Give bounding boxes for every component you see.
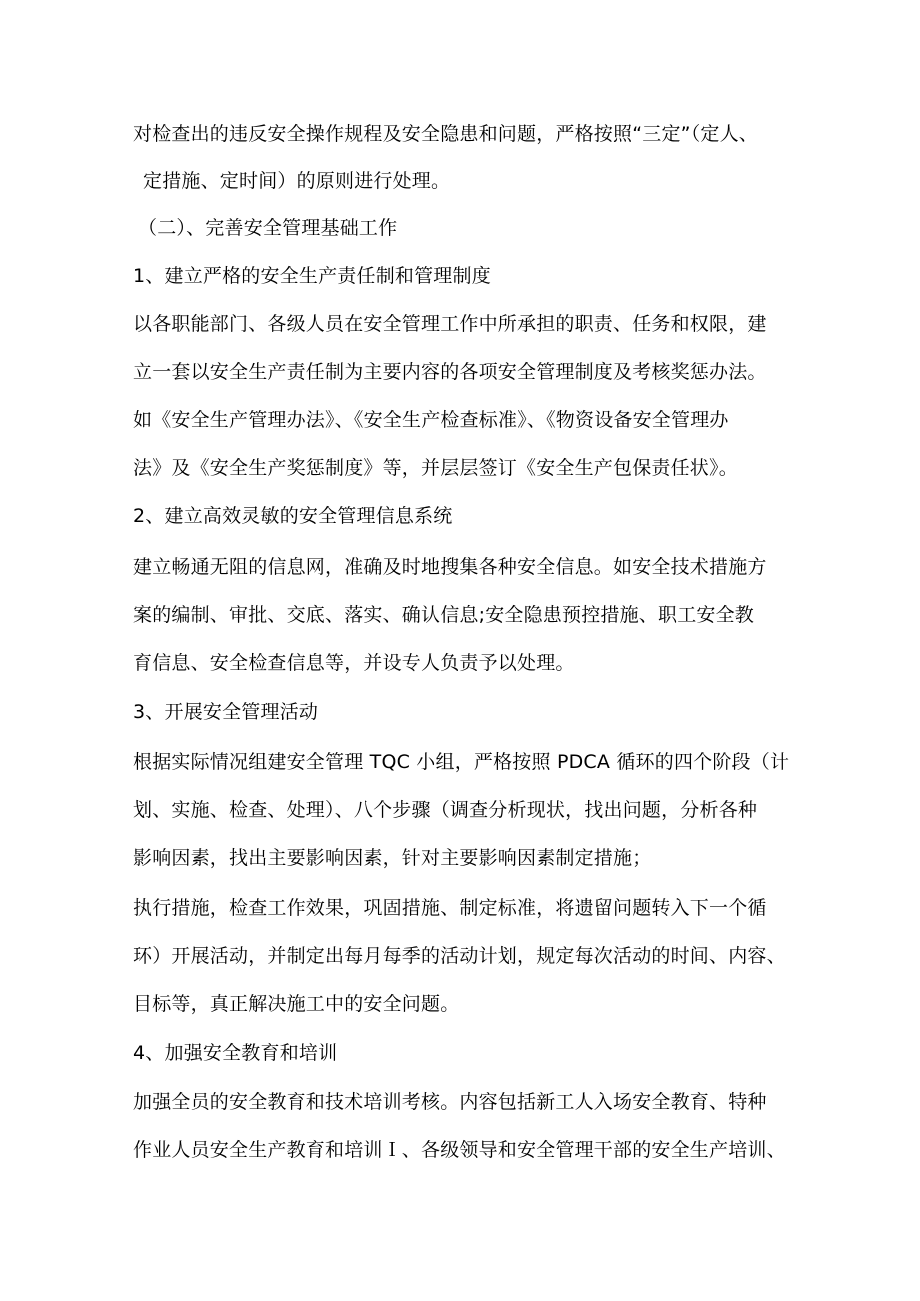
text-line: 如《安全生产管理办法》、《安全生产检查标准》、《物资设备安全管理办 — [133, 409, 729, 431]
text-line: 目标等，真正解决施工中的安全问题。 — [133, 993, 460, 1015]
subsection-heading: 4、加强安全教育和培训 — [133, 1042, 338, 1064]
text-line: 加强全员的安全教育和技术培训考核。内容包括新工人入场安全教育、特种 — [133, 1091, 767, 1113]
text-line: 定措施、定时间）的原则进行处理。 — [143, 170, 451, 192]
text-line: 根据实际情况组建安全管理 TQC 小组，严格按照 PDCA 循环的四个阶段（计 — [133, 751, 790, 773]
text-line: 育信息、安全检查信息等，并设专人负责予以处理。 — [133, 652, 575, 674]
text-line: 环）开展活动，并制定出每月每季的活动计划，规定每次活动的时间、内容、 — [133, 945, 786, 967]
section-heading: （二）、完善安全管理基础工作 — [138, 217, 398, 239]
subsection-heading: 2、建立高效灵敏的安全管理信息系统 — [133, 505, 453, 527]
text-line: 建立畅通无阻的信息网，准确及时地搜集各种安全信息。如安全技术措施方 — [133, 556, 767, 578]
text-line: 立一套以安全生产责任制为主要内容的各项安全管理制度及考核奖惩办法。 — [133, 361, 767, 383]
text-line: 法》及《安全生产奖惩制度》等，并层层签订《安全生产包保责任状》。 — [133, 457, 738, 479]
subsection-heading: 1、建立严格的安全生产责任制和管理制度 — [133, 265, 491, 287]
text-line: 执行措施，检查工作效果，巩固措施、制定标准，将遗留问题转入下一个循 — [133, 897, 767, 919]
text-line: 以各职能部门、各级人员在安全管理工作中所承担的职责、任务和权限，建 — [133, 313, 767, 335]
text-line: 案的编制、审批、交底、落实、确认信息;安全隐患预控措施、职工安全教 — [133, 604, 755, 626]
subsection-heading: 3、开展安全管理活动 — [133, 701, 319, 723]
text-line: 划、实施、检查、处理）、八个步骤（调查分析现状，找出问题，分析各种 — [133, 799, 758, 821]
text-line: 作业人员安全生产教育和培训Ｉ、各级领导和安全管理干部的安全生产培训、 — [133, 1139, 786, 1161]
text-line: 影响因素，找出主要影响因素，针对主要影响因素制定措施； — [133, 847, 652, 869]
text-line: 对检查出的违反安全操作规程及安全隐患和问题，严格按照“三定”（定人、 — [133, 123, 758, 145]
